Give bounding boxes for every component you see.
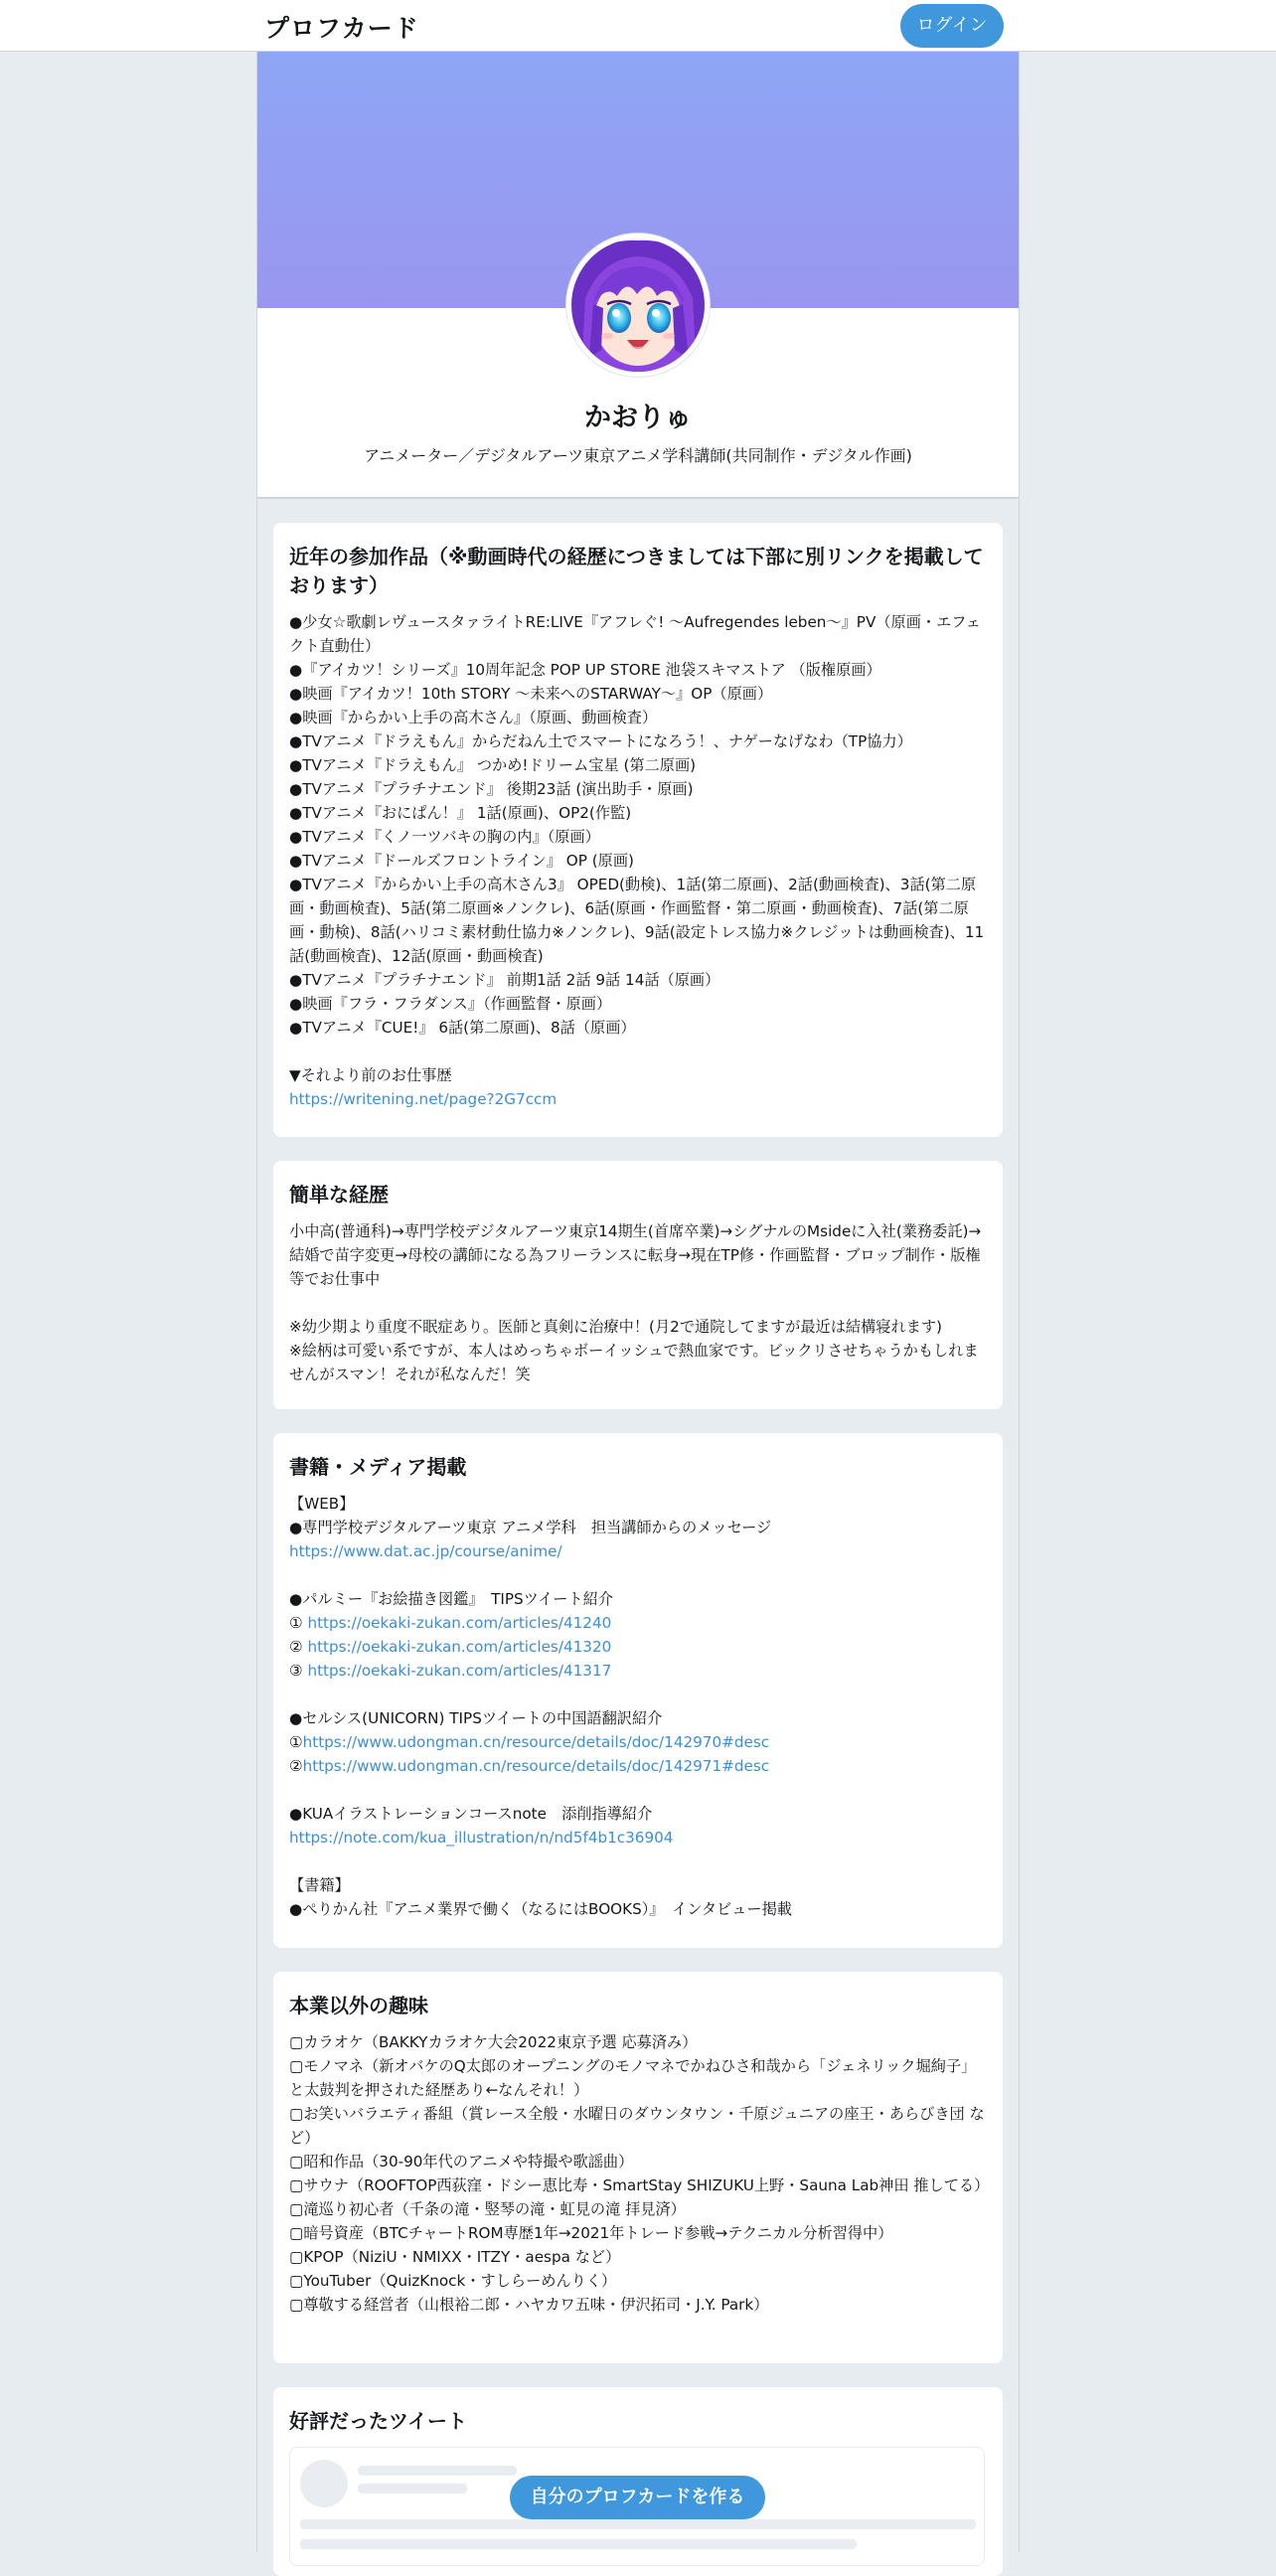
career-line: ※幼少期より重度不眠症あり。医師と真剣に治療中！(月2で通院してますが最近は結構寝れます) [289, 1318, 942, 1336]
media-celsys-text: ●セルシス(UNICORN) TIPSツイートの中国語翻訳紹介 [289, 1709, 663, 1727]
works-line: ●映画『からかい上手の高木さん』（原画、動画検査） [289, 709, 658, 726]
card-media-title: 書籍・メディア掲載 [289, 1455, 467, 1479]
hobby-line: ▢カラオケ（BAKKYカラオケ大会2022東京予選 応募済み） [289, 2033, 698, 2051]
avatar-illustration [571, 239, 705, 372]
card-works [273, 523, 1003, 1137]
media-palmie-number: ③ [289, 1662, 303, 1680]
works-line: ●映画『アイカツ！10th STORY ～未来へのSTARWAY～』OP（原画） [289, 685, 773, 703]
brand-logo-text[interactable]: プロフカード [264, 14, 419, 43]
career-line: 小中高(普通科)→専門学校デジタルアーツ東京14期生(首席卒業)→シグナルのMsideに入社(業務委託)→結婚で苗字変更→母校の講師になる為フリーランスに転身→現在TP修・作画監督・ブロップ制作・版権等でお仕事中 [289, 1222, 982, 1288]
works-line: ●TVアニメ『CUE!』 6話(第二原画)、8話（原画） [289, 1019, 636, 1037]
login-button[interactable]: ログイン [900, 4, 1004, 48]
card-hobbies-title: 本業以外の趣味 [289, 1994, 428, 2017]
media-kua-link[interactable]: https://note.com/kua_illustration/n/nd5f4b1c36904 [289, 1829, 674, 1847]
profile-name: かおりゅ [584, 402, 692, 433]
works-line: ●TVアニメ『おにぱん！』 1話(原画)、OP2(作監) [289, 804, 632, 822]
profile-bio: アニメーター／デジタルアーツ東京アニメ学科講師(共同制作・デジタル作画) [364, 446, 912, 465]
works-line: ●少女☆歌劇レヴュースタァライトRE:LIVE『アフレぐ! 〜Aufregendes leben〜』PV（原画・エフェクト直動仕） [289, 613, 981, 655]
works-line: ▼それより前のお仕事歴 [289, 1066, 452, 1084]
media-book-text: ●ぺりかん社『アニメ業界で働く（なるにはBOOKS）』 インタビュー掲載 [289, 1900, 792, 1918]
media-palmie-link[interactable]: https://oekaki-zukan.com/articles/41317 [307, 1662, 612, 1680]
hobby-line: ▢KPOP（NiziU・NMIXX・ITZY・aespa など） [289, 2248, 621, 2266]
works-line: ●TVアニメ『ドラえもん』 つかめ!ドリーム宝星 (第二原画) [289, 756, 697, 774]
media-book-label: 【書籍】 [289, 1876, 350, 1894]
media-web-label: 【WEB】 [289, 1495, 355, 1513]
media-palmie-number: ① [289, 1614, 303, 1632]
card-career [273, 1161, 1003, 1409]
media-celsys-link[interactable]: https://www.udongman.cn/resource/details/doc/142970#desc [302, 1733, 770, 1751]
hobby-line: ▢暗号資産（BTCチャートROM専歴1年→2021年トレード参戦→テクニカル分析習得中） [289, 2224, 893, 2242]
tweet-avatar-placeholder [300, 2460, 348, 2507]
media-dat-link[interactable]: https://www.dat.ac.jp/course/anime/ [289, 1542, 562, 1560]
card-tweets-title: 好評だったツイート [289, 2409, 467, 2433]
tweet-skeleton-line [300, 2519, 976, 2529]
media-celsys-number: ② [289, 1757, 303, 1775]
media-palmie-link[interactable]: https://oekaki-zukan.com/articles/41320 [307, 1638, 612, 1656]
card-hobbies [273, 1972, 1003, 2363]
works-line: ●TVアニメ『プラチナエンド』 後期23話 (演出助手・原画) [289, 780, 694, 798]
career-line: ※絵柄は可愛い系ですが、本人はめっちゃボーイッシュで熱血家です。ビックリさせちゃうかもしれませんがスマン！それが私なんだ！笑 [289, 1342, 979, 1383]
media-kua-text: ●KUAイラストレーションコースnote 添削指導紹介 [289, 1805, 653, 1823]
works-line: ●TVアニメ『くノ一ツバキの胸の内』（原画） [289, 828, 600, 846]
works-history-link[interactable]: https://writening.net/page?2G7ccm [289, 1090, 558, 1108]
tweet-skeleton-line [358, 2466, 517, 2476]
media-celsys-link[interactable]: https://www.udongman.cn/resource/details/doc/142971#desc [302, 1757, 770, 1775]
hobby-line: ▢お笑いバラエティ番組（賞レース全般・水曜日のダウンタウン・千原ジュニアの座王・あらびき団 など） [289, 2105, 985, 2147]
hobby-line: ▢YouTuber（QuizKnock・すしらーめんりく） [289, 2272, 617, 2290]
profile-header [257, 52, 1019, 499]
top-bar [0, 0, 1276, 52]
card-media [273, 1433, 1003, 1948]
main-column [256, 52, 1020, 2552]
tweet-skeleton-line [358, 2484, 467, 2494]
hobby-line: ▢モノマネ（新オバケのQ太郎のオープニングのモノマネでかねひさ和哉から「ジェネリック堀絢子」と太鼓判を押された経歴あり←なんそれ！） [289, 2057, 977, 2099]
card-career-title: 簡単な経歴 [289, 1183, 389, 1207]
hobby-line: ▢昭和作品（30-90年代のアニメや特撮や歌謡曲） [289, 2153, 634, 2171]
works-line [289, 1040, 987, 1063]
tweet-skeleton-line [300, 2539, 857, 2549]
career-line [289, 1291, 987, 1315]
works-line: ●TVアニメ『ドラえもん』からだねん土でスマートになろう！、ナゲーなげなわ（TP協力） [289, 732, 912, 750]
media-palmie-text: ●パルミー『お絵描き図鑑』 TIPSツイート紹介 [289, 1590, 614, 1608]
card-works-title: 近年の参加作品（※動画時代の経歴につきましては下部に別リンクを掲載しております） [289, 545, 984, 597]
hobby-line: ▢尊敬する経営者（山根裕二郎・ハヤカワ五味・伊沢拓司・J.Y. Park） [289, 2296, 769, 2314]
avatar [566, 234, 710, 377]
media-palmie-link[interactable]: https://oekaki-zukan.com/articles/41240 [307, 1614, 612, 1632]
media-palmie-number: ② [289, 1638, 303, 1656]
works-line: ●TVアニメ『ドールズフロントライン』 OP (原画) [289, 852, 634, 870]
works-line: ●映画『フラ・フラダンス』（作画監督・原画） [289, 995, 612, 1013]
hobby-line: ▢サウナ（ROOFTOP西荻窪・ドシー恵比寿・SmartStay SHIZUKU上野・Sauna Lab神田 推してる） [289, 2176, 990, 2194]
hobby-line: ▢滝巡り初心者（千条の滝・竪琴の滝・虹見の滝 拝見済） [289, 2200, 686, 2218]
works-line: ●『アイカツ！シリーズ』10周年記念 POP UP STORE 池袋スキマストア （版権原画） [289, 661, 881, 679]
create-profcard-button[interactable]: 自分のプロフカードを作る [510, 2476, 765, 2519]
works-line: ●TVアニメ『プラチナエンド』 前期1話 2話 9話 14話（原画） [289, 971, 720, 989]
media-dat-text: ●専門学校デジタルアーツ東京 アニメ学科 担当講師からのメッセージ [289, 1519, 772, 1536]
media-celsys-number: ① [289, 1733, 303, 1751]
works-line: ●TVアニメ『からかい上手の高木さん3』 OPED(動検)、1話(第二原画)、2話(動画検査)、3話(第二原画・動画検査)、5話(第二原画※ノンクレ)、6話(原画・作画監督・第二原画・動画検査)、7話(第二原画・動検)、8話(ハリコミ素材動仕協力※ノンクレ)、9話(設定トレス協力※クレジットは動画検査)、11話(動画検査)、12話(原画・動画検査) [289, 876, 985, 965]
